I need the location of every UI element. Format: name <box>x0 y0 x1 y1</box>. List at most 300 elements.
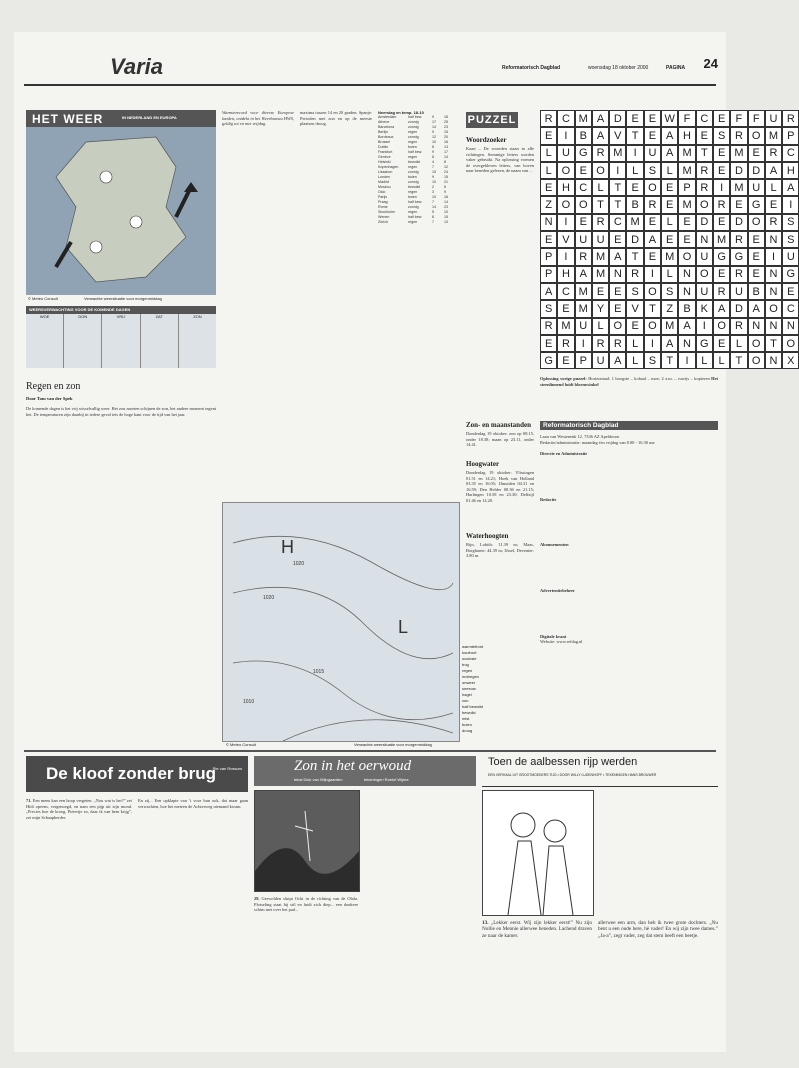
temperature-table-cell: Moskou <box>378 185 391 189</box>
word-search-cell[interactable]: A <box>609 352 626 369</box>
word-search-cell[interactable]: F <box>730 110 747 127</box>
word-search-cell[interactable]: E <box>540 335 557 352</box>
word-search-cell[interactable]: Y <box>592 300 609 317</box>
word-search-cell[interactable]: T <box>696 145 713 162</box>
word-search-cell[interactable]: E <box>661 179 678 196</box>
word-search-cell[interactable]: I <box>557 248 574 265</box>
word-search-cell[interactable]: D <box>696 214 713 231</box>
word-search-cell[interactable]: M <box>626 214 643 231</box>
word-search-cell[interactable]: E <box>696 127 713 144</box>
word-search-cell[interactable]: E <box>575 214 592 231</box>
word-search-cell[interactable]: P <box>540 248 557 265</box>
word-search-cell[interactable]: P <box>678 179 695 196</box>
word-search-cell[interactable]: G <box>540 352 557 369</box>
word-search-cell[interactable]: A <box>609 248 626 265</box>
netherlands-map-icon <box>26 127 216 295</box>
temperature-table-cell: Rome <box>378 205 388 209</box>
word-search-cell[interactable]: F <box>748 110 765 127</box>
word-search-cell[interactable]: N <box>782 318 799 335</box>
word-search-cell[interactable]: R <box>782 110 799 127</box>
temperature-table-cell: zonnig <box>408 125 419 129</box>
word-search-cell[interactable]: O <box>609 318 626 335</box>
temperature-table-row <box>378 220 458 225</box>
temperature-table-cell: 20 <box>444 135 448 139</box>
word-search-cell[interactable]: D <box>730 214 747 231</box>
word-search-cell[interactable]: M <box>678 196 695 213</box>
isobar-label: 1020 <box>263 595 275 601</box>
isobar-label: 1015 <box>313 669 325 675</box>
word-search-cell[interactable]: R <box>644 196 661 213</box>
word-search-cell[interactable]: M <box>557 318 574 335</box>
word-search-cell[interactable]: C <box>609 214 626 231</box>
word-search-cell[interactable]: K <box>696 300 713 317</box>
word-search-cell[interactable]: H <box>678 127 695 144</box>
word-search-cell[interactable]: E <box>713 110 730 127</box>
word-search-cell[interactable]: I <box>609 162 626 179</box>
word-search-cell[interactable]: R <box>696 162 713 179</box>
word-search-cell[interactable]: E <box>644 127 661 144</box>
word-search-cell[interactable]: A <box>765 162 782 179</box>
word-search-cell[interactable]: O <box>644 283 661 300</box>
word-search-cell[interactable]: F <box>678 110 695 127</box>
word-search-cell[interactable]: Z <box>661 300 678 317</box>
word-search-cell[interactable]: R <box>765 214 782 231</box>
word-search-cell[interactable]: P <box>782 127 799 144</box>
word-search-cell[interactable]: R <box>592 145 609 162</box>
word-search-cell[interactable]: L <box>592 318 609 335</box>
temperature-table-cell: 16 <box>444 140 448 144</box>
word-search-cell[interactable]: I <box>644 335 661 352</box>
word-search-cell[interactable]: E <box>609 231 626 248</box>
comic-3-text-c: „Nu bent u een oude here, hè vader! En wij zijn twee dames.” „Ja-a”, zegt vader, zeg dat stem heeft een beetje. <box>598 920 719 939</box>
word-search-cell[interactable]: L <box>730 335 747 352</box>
word-search-cell[interactable]: N <box>765 283 782 300</box>
word-search-cell[interactable]: O <box>557 162 574 179</box>
word-search-cell[interactable]: U <box>730 283 747 300</box>
word-search-cell[interactable]: M <box>713 231 730 248</box>
word-search-cell[interactable]: E <box>626 110 643 127</box>
word-search-cell[interactable]: U <box>575 231 592 248</box>
temperature-table-cell: zonnig <box>408 135 419 139</box>
word-search-cell[interactable]: S <box>644 162 661 179</box>
word-search-cell[interactable]: G <box>575 145 592 162</box>
word-search-cell[interactable]: I <box>557 127 574 144</box>
word-search-cell[interactable]: T <box>592 196 609 213</box>
word-search-cell[interactable]: X <box>782 352 799 369</box>
word-search-cell[interactable]: G <box>713 248 730 265</box>
colophon-website: Website: www.refdag.nl <box>540 639 583 645</box>
word-search-cell[interactable]: L <box>540 145 557 162</box>
word-search-cell[interactable]: N <box>540 214 557 231</box>
word-search-cell[interactable]: A <box>592 127 609 144</box>
word-search-cell[interactable]: E <box>540 127 557 144</box>
word-search-cell[interactable]: E <box>644 248 661 265</box>
lower-map-caption: Verwachte weersituatie voor morgenmiddag <box>354 742 432 747</box>
word-search-cell[interactable]: L <box>626 335 643 352</box>
word-search-cell[interactable]: M <box>592 248 609 265</box>
word-search-cell[interactable]: C <box>696 110 713 127</box>
word-search-cell[interactable]: N <box>765 352 782 369</box>
word-search-cell[interactable]: R <box>540 110 557 127</box>
word-search-cell[interactable]: R <box>592 214 609 231</box>
word-search-cell[interactable]: O <box>713 318 730 335</box>
temperature-table-cell: zonnig <box>408 180 419 184</box>
word-search-cell[interactable]: H <box>557 179 574 196</box>
word-search-cell[interactable]: L <box>713 352 730 369</box>
word-search-cell[interactable]: U <box>592 231 609 248</box>
word-search-cell[interactable]: O <box>748 335 765 352</box>
word-search-cell[interactable]: U <box>782 248 799 265</box>
word-search-cell[interactable]: T <box>609 179 626 196</box>
word-search-cell[interactable]: E <box>557 352 574 369</box>
word-search-cell[interactable]: M <box>592 266 609 283</box>
word-search-cell[interactable]: E <box>575 162 592 179</box>
newspaper-page <box>14 32 796 1052</box>
word-search-cell[interactable]: W <box>661 110 678 127</box>
word-search-cell[interactable]: O <box>696 196 713 213</box>
comic-2-banner <box>254 756 476 786</box>
word-search-cell[interactable]: M <box>730 179 747 196</box>
word-search-cell[interactable]: O <box>644 318 661 335</box>
word-search-cell[interactable]: L <box>661 162 678 179</box>
word-search-cell[interactable]: E <box>713 335 730 352</box>
word-search-cell[interactable]: O <box>644 179 661 196</box>
word-search-cell[interactable]: G <box>730 248 747 265</box>
word-search-cell[interactable]: R <box>592 335 609 352</box>
word-search-cell[interactable]: O <box>748 127 765 144</box>
jungle-illustration-icon <box>255 791 359 891</box>
word-search-cell[interactable]: M <box>661 318 678 335</box>
word-search-cell[interactable]: M <box>575 283 592 300</box>
comic-1-text-b: En zij... Een opklapte van ’t voor hun ook, dat maar gaan verwachten, hoe het meteen de Achterweg niemand kwam. <box>138 798 248 809</box>
word-search-cell[interactable]: A <box>644 231 661 248</box>
word-search-cell[interactable]: A <box>661 335 678 352</box>
temperature-table-cell: 15 <box>444 215 448 219</box>
word-search-cell[interactable]: T <box>765 335 782 352</box>
word-search-cell[interactable]: H <box>557 266 574 283</box>
comic-1-col-a <box>26 798 132 1048</box>
legend-item: half bewolkt <box>462 704 484 709</box>
word-search-cell[interactable]: I <box>696 318 713 335</box>
temperature-table-cell: zonnig <box>408 120 419 124</box>
word-search-cell[interactable]: E <box>644 110 661 127</box>
word-search-cell[interactable]: V <box>609 127 626 144</box>
temperature-table-cell: regen <box>408 210 418 214</box>
tide-text: Donderdag 19 oktober: Vlissingen 01.51 en 14.21; Hoek van Holland 03.35 en 16.05; IJmuiden 04.31 en 16.59; Den Helder 08.36 en 21.15; Harlingen 10.58 en 23.30; Delfzijl 01.46 en 14.20. <box>466 470 534 503</box>
word-search-cell[interactable]: E <box>713 145 730 162</box>
comic-2-illustrator: tekeningen Roelof Wijma <box>364 777 409 782</box>
word-search-cell[interactable]: B <box>678 300 695 317</box>
sun-moon-text: Donderdag 19 oktober: zon op 08.15, onder 18.38; maan op 23.11, onder 14.41. <box>466 431 534 448</box>
word-search-cell[interactable]: I <box>644 266 661 283</box>
word-search-cell[interactable]: P <box>540 266 557 283</box>
word-search-cell[interactable]: E <box>765 196 782 213</box>
colophon-section: Digitale krant <box>540 633 567 639</box>
temperature-table-cell: 13 <box>444 145 448 149</box>
weather-map <box>26 127 216 295</box>
word-search-cell[interactable]: N <box>748 318 765 335</box>
word-search-cell[interactable]: O <box>765 300 782 317</box>
word-search-cell[interactable]: I <box>626 145 643 162</box>
temperature-table-rows <box>378 115 458 225</box>
word-search-cell[interactable]: D <box>609 110 626 127</box>
word-search-cell[interactable]: N <box>609 266 626 283</box>
word-search-cell[interactable]: N <box>678 335 695 352</box>
weather-credit: © Meteo Consult <box>28 296 58 301</box>
word-search-cell[interactable]: N <box>765 231 782 248</box>
word-search-cell[interactable]: I <box>557 214 574 231</box>
word-search-cell[interactable]: E <box>678 231 695 248</box>
word-search-cell[interactable]: S <box>626 283 643 300</box>
word-search-cell[interactable]: E <box>626 179 643 196</box>
word-search-cell[interactable]: A <box>575 266 592 283</box>
temperature-table-cell: regen <box>408 165 418 169</box>
word-search-cell[interactable]: E <box>592 283 609 300</box>
comic-1-banner <box>26 756 248 792</box>
word-search-cell[interactable]: O <box>678 248 695 265</box>
word-search-cell[interactable]: E <box>678 214 695 231</box>
word-search-cell[interactable]: I <box>678 352 695 369</box>
temperature-table-cell: regen <box>408 130 418 134</box>
legend-item: mist <box>462 716 470 721</box>
word-search-cell[interactable]: L <box>661 266 678 283</box>
word-search-cell[interactable]: E <box>713 266 730 283</box>
word-search-cell[interactable]: A <box>661 127 678 144</box>
page-number: 24 <box>703 56 718 71</box>
word-search-cell[interactable]: A <box>540 283 557 300</box>
word-search-cell[interactable]: U <box>557 145 574 162</box>
temperature-table-cell: Praag <box>378 200 388 204</box>
word-search-cell[interactable]: E <box>713 214 730 231</box>
word-search-cell[interactable]: N <box>678 283 695 300</box>
word-search-cell[interactable]: I <box>765 248 782 265</box>
temperature-table-cell: 7 <box>432 200 434 204</box>
word-search-cell[interactable]: C <box>557 110 574 127</box>
word-search-cell[interactable]: M <box>678 162 695 179</box>
word-search-cell[interactable]: N <box>696 231 713 248</box>
legend-item: trog <box>462 662 469 667</box>
word-search-cell[interactable]: T <box>626 127 643 144</box>
weather-column-3 <box>300 110 372 500</box>
word-search-cell[interactable]: T <box>609 196 626 213</box>
word-search-cell[interactable]: D <box>626 231 643 248</box>
word-search-cell[interactable]: S <box>782 231 799 248</box>
word-search-cell[interactable]: R <box>730 318 747 335</box>
temperature-table-cell: Londen <box>378 175 390 179</box>
word-search-cell[interactable]: L <box>592 179 609 196</box>
word-search-cell[interactable]: E <box>626 318 643 335</box>
word-search-cell[interactable]: R <box>713 196 730 213</box>
word-search-cell[interactable]: N <box>765 266 782 283</box>
word-search-cell[interactable]: G <box>696 335 713 352</box>
word-search-cell[interactable]: R <box>765 145 782 162</box>
temperature-table-cell: Zürich <box>378 220 388 224</box>
word-search-cell[interactable]: A <box>678 318 695 335</box>
paper-name: Reformatorisch Dagblad <box>502 65 561 71</box>
word-search-cell[interactable]: D <box>730 162 747 179</box>
word-search-cell[interactable]: A <box>592 110 609 127</box>
word-search-cell[interactable]: E <box>713 162 730 179</box>
word-search-cell[interactable]: R <box>730 231 747 248</box>
word-search-cell[interactable]: E <box>609 300 626 317</box>
isobar-label: 1020 <box>293 561 305 567</box>
weather-article-body <box>26 406 216 738</box>
word-search-cell[interactable]: O <box>748 214 765 231</box>
temperature-table-cell: regen <box>408 155 418 159</box>
word-search-cell[interactable]: U <box>592 352 609 369</box>
word-search-cell[interactable]: I <box>782 196 799 213</box>
word-search-cell[interactable]: E <box>748 145 765 162</box>
word-search-cell[interactable]: L <box>661 214 678 231</box>
puzzle-title: PUZZEL <box>467 114 517 126</box>
word-search-cell[interactable]: B <box>626 196 643 213</box>
word-search-cell[interactable]: G <box>782 266 799 283</box>
word-search-cell[interactable]: M <box>678 145 695 162</box>
temperature-table-cell: 15 <box>432 170 436 174</box>
word-search-cell[interactable]: H <box>782 162 799 179</box>
word-search-cell[interactable]: S <box>782 214 799 231</box>
colophon-title: Reformatorisch Dagblad <box>540 421 718 430</box>
word-search-cell[interactable]: L <box>540 162 557 179</box>
word-search-cell[interactable]: O <box>748 352 765 369</box>
word-search-cell[interactable]: A <box>748 300 765 317</box>
temperature-table-cell: 9 <box>432 175 434 179</box>
word-search-cell[interactable]: M <box>730 145 747 162</box>
word-search-cell[interactable]: A <box>661 145 678 162</box>
word-search-cell[interactable]: L <box>696 352 713 369</box>
word-search-cell[interactable]: E <box>557 300 574 317</box>
word-search-cell[interactable]: G <box>748 196 765 213</box>
puzzle-instructions-text: Kaart – De woorden staan in alle richtingen. Sommige letters worden vaker gebruikt. Na oplossing vormen de overgebleven letters, van boven naar beneden gelezen, de naam van ... <box>466 146 534 174</box>
word-search-cell[interactable]: O <box>696 266 713 283</box>
word-search-cell[interactable]: E <box>782 283 799 300</box>
word-search-cell[interactable]: A <box>782 179 799 196</box>
word-search-cell[interactable]: P <box>575 352 592 369</box>
word-search-cell[interactable]: T <box>730 352 747 369</box>
word-search-cell[interactable]: E <box>730 196 747 213</box>
word-search-cell[interactable]: U <box>748 179 765 196</box>
temperature-table-cell: Oslo <box>378 190 386 194</box>
word-search-cell[interactable]: V <box>557 231 574 248</box>
word-search-cell[interactable]: T <box>626 248 643 265</box>
word-search-cell[interactable]: S <box>644 352 661 369</box>
column-2-intro: Warmterecord voor diverse Europese landen, ontdekt in het Weerbureau HWS, geldig tot en met vrijdag. <box>222 110 294 127</box>
forecast-day: DON <box>64 314 102 368</box>
word-search-cell[interactable]: O <box>575 196 592 213</box>
word-search-cell[interactable]: O <box>557 196 574 213</box>
word-search-cell[interactable]: I <box>713 179 730 196</box>
map-legend <box>462 644 534 740</box>
word-search-cell[interactable]: E <box>748 266 765 283</box>
word-search-cell[interactable]: M <box>575 300 592 317</box>
word-search-cell[interactable]: R <box>609 335 626 352</box>
word-search-cell[interactable]: B <box>748 283 765 300</box>
word-search-cell[interactable]: R <box>626 266 643 283</box>
word-search-grid <box>540 110 799 369</box>
legend-item: zon <box>462 698 469 703</box>
word-search-cell[interactable]: R <box>575 248 592 265</box>
word-search-cell[interactable]: S <box>661 283 678 300</box>
temperature-table-cell: 16 <box>444 195 448 199</box>
word-search-cell[interactable]: D <box>748 162 765 179</box>
word-search-cell[interactable]: M <box>575 110 592 127</box>
word-search-cell[interactable]: R <box>713 283 730 300</box>
temperature-table-cell: 14 <box>444 200 448 204</box>
word-search-cell[interactable]: C <box>782 145 799 162</box>
word-search-cell[interactable]: E <box>748 248 765 265</box>
word-search-cell[interactable]: E <box>661 231 678 248</box>
word-search-cell[interactable]: L <box>765 179 782 196</box>
word-search-cell[interactable]: T <box>661 352 678 369</box>
temperature-table-cell: 9 <box>432 130 434 134</box>
temperature-table-title: Neerslag en temp. 18-10 <box>378 110 424 115</box>
word-search-cell[interactable]: U <box>696 248 713 265</box>
word-search-cell[interactable]: M <box>609 145 626 162</box>
word-search-cell[interactable]: C <box>575 179 592 196</box>
word-search-cell[interactable]: O <box>782 335 799 352</box>
word-search-cell[interactable]: I <box>575 335 592 352</box>
weather-subtitle: IN NEDERLAND EN EUROPA <box>122 115 177 120</box>
legend-list <box>462 644 534 734</box>
temperature-table-cell: 17 <box>432 120 436 124</box>
temperature-table-cell: half bew. <box>408 115 423 119</box>
word-search-cell[interactable]: E <box>540 231 557 248</box>
word-search-cell[interactable]: U <box>644 145 661 162</box>
word-search-cell[interactable]: T <box>644 300 661 317</box>
word-search-cell[interactable]: U <box>696 283 713 300</box>
temperature-table-cell: 7 <box>432 165 434 169</box>
word-search-cell[interactable]: Z <box>540 196 557 213</box>
comic-2-col-a <box>254 896 358 1048</box>
word-search-cell[interactable]: E <box>540 179 557 196</box>
temperature-table-cell: 9 <box>432 115 434 119</box>
word-search-cell[interactable]: E <box>748 231 765 248</box>
word-search-cell[interactable]: C <box>782 300 799 317</box>
word-search-cell[interactable]: L <box>626 352 643 369</box>
word-search-cell[interactable]: N <box>765 318 782 335</box>
weather-map-caption: Verwachte weersituatie voor morgenmiddag <box>84 296 162 301</box>
temperature-table-cell: 24 <box>444 170 448 174</box>
word-search-cell[interactable]: R <box>540 318 557 335</box>
word-search-cell[interactable]: O <box>592 162 609 179</box>
word-search-cell[interactable]: R <box>557 335 574 352</box>
legend-item: warmtefront <box>462 644 484 649</box>
word-search-cell[interactable]: N <box>678 266 695 283</box>
word-search-cell[interactable]: S <box>713 127 730 144</box>
water-text: Rijn, Lobith: 11.39 m; Maas, Borgharen: 44.39 m; IJssel, Deventer: 3.80 m. <box>466 542 534 559</box>
word-search-cell[interactable]: C <box>557 283 574 300</box>
word-search-cell[interactable]: B <box>575 127 592 144</box>
temperature-table-cell: Helsinki <box>378 160 391 164</box>
word-search-cell[interactable]: R <box>730 266 747 283</box>
word-search-cell[interactable]: U <box>765 110 782 127</box>
word-search-cell[interactable]: U <box>575 318 592 335</box>
word-search-cell[interactable]: R <box>730 127 747 144</box>
word-search-cell[interactable]: L <box>626 162 643 179</box>
word-search-cell[interactable]: E <box>644 214 661 231</box>
word-search-cell[interactable]: E <box>609 283 626 300</box>
word-search-cell[interactable]: A <box>713 300 730 317</box>
temperature-table-cell: 23 <box>444 125 448 129</box>
forecast-header: WEERSVERWACHTING VOOR DE KOMENDE DAGEN <box>26 306 216 314</box>
word-search-cell[interactable]: R <box>696 179 713 196</box>
word-search-cell[interactable]: M <box>661 248 678 265</box>
word-search-cell[interactable]: D <box>730 300 747 317</box>
word-search-cell[interactable]: E <box>661 196 678 213</box>
word-search-cell[interactable]: S <box>540 300 557 317</box>
word-search-cell[interactable]: M <box>765 127 782 144</box>
word-search-cell[interactable]: V <box>626 300 643 317</box>
